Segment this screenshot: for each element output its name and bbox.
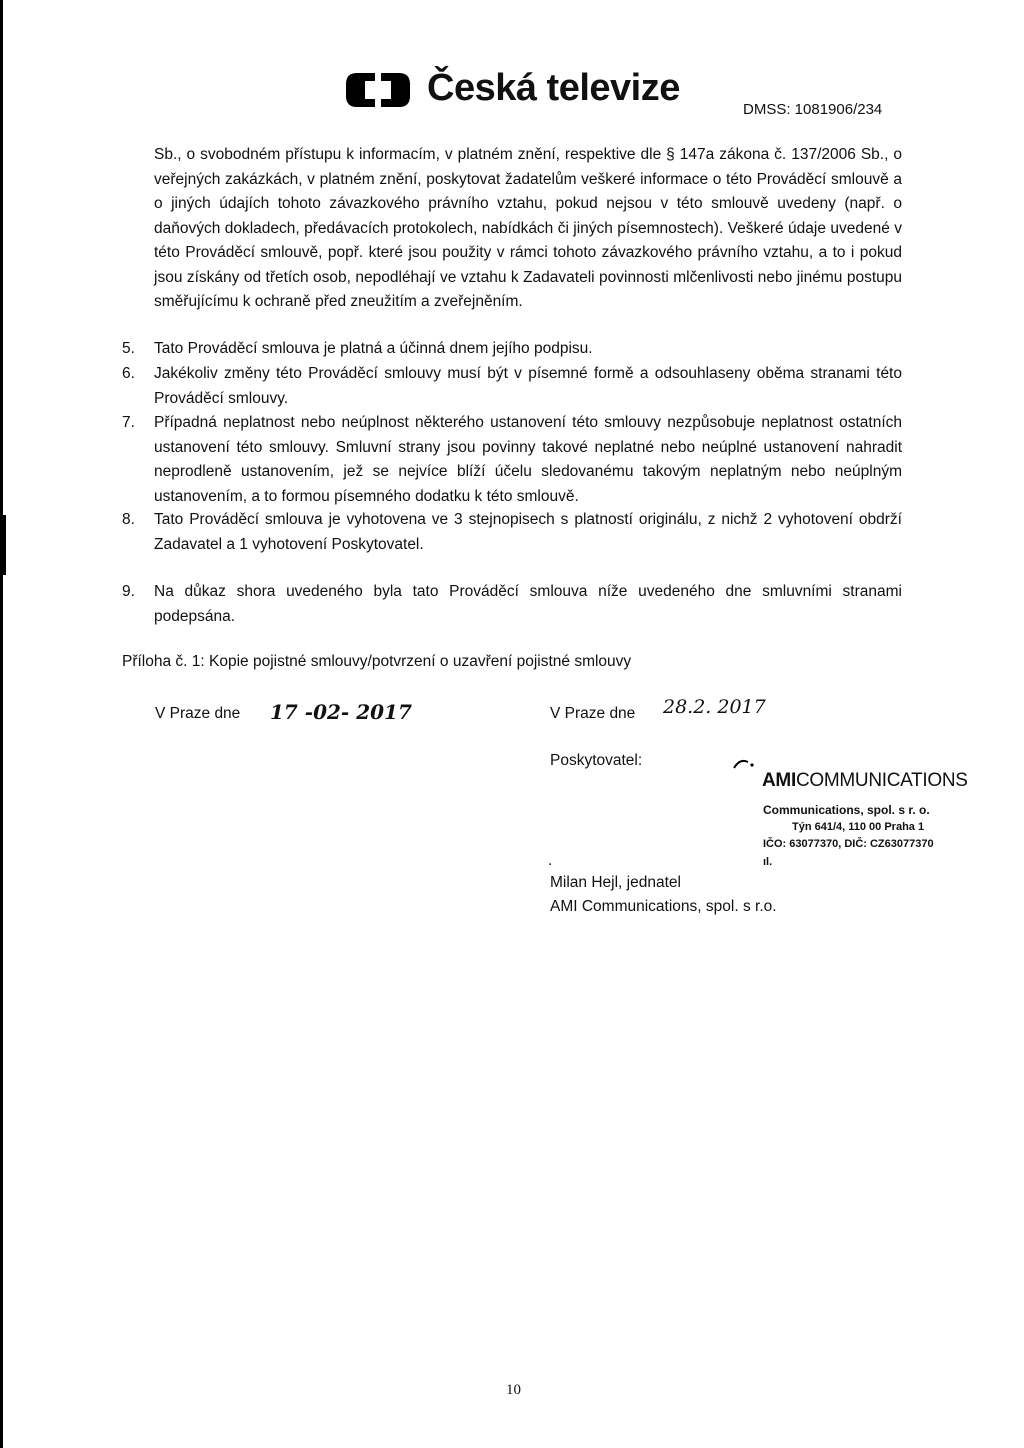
attachment-note: Příloha č. 1: Kopie pojistné smlouvy/potvrzení o uzavření pojistné smlouvy	[122, 653, 632, 670]
handwritten-date-right: 28.2. 2017	[663, 696, 766, 718]
item-number: 9.	[122, 583, 135, 600]
ct-logo-icon	[343, 70, 413, 110]
item-text: Tato Prováděcí smlouva je vyhotovena ve 3 stejnopisech s platností originálu, z nichž 2 vyhotovení obdrží Zadavatel a 1 vyhotovení Poskytovatel.	[154, 511, 902, 553]
left-scan-edge	[0, 0, 3, 1448]
paragraph-continued: Sb., o svobodném přístupu k informacím, v platném znění, respektive dle § 147a zákona č. 137/2006 Sb., o veřejných zakázkách, v platném znění, poskytovat žadatelům veškeré informace o této Prováděcí smlouvě a o jiných údajích tohoto závazkového právního vztahu, pokud nejsou v této smlouvě uvedeny (např. o daňových dokladech, předávacích protokolech, nabídkách či jiných písemnostech). Veškeré údaje uvedené v této Prováděcí smlouvě, popř. které jsou použity v rámci tohoto závazkového právního vztahu, a to i pokud jsou získány od třetích osob, nepodléhají ve vztahu k Zadavateli povinnosti mlčenlivosti nebo jinému postupu směřujícímu k ochraně před zneužitím a zveřejněním.	[154, 146, 902, 310]
page-number: 10	[506, 1382, 521, 1398]
signer-company: AMI Communications, spol. s r.o.	[550, 898, 777, 915]
item-number: 7.	[122, 414, 135, 431]
left-scan-mark	[3, 515, 6, 575]
item-number: 5.	[122, 340, 135, 357]
item-text: Tato Prováděcí smlouva je platná a účinná dnem jejího podpisu.	[154, 340, 593, 357]
stamp-brand-bold: AMI	[762, 770, 796, 791]
item-text: Jakékoliv změny této Prováděcí smlouvy musí být v písemné formě a odsouhlaseny oběma stranami této Prováděcí smlouvy.	[154, 365, 902, 407]
document-id: DMSS: 1081906/234	[743, 101, 883, 118]
item-number: 6.	[122, 365, 135, 382]
item-number: 8.	[122, 511, 135, 528]
provider-label: Poskytovatel:	[550, 752, 643, 769]
stamp-address-line: Týn 641/4, 110 00 Praha 1	[792, 821, 925, 833]
stamp-ids-line: IČO: 63077370, DIČ: CZ63077370	[763, 838, 934, 850]
item-text: Případná neplatnost nebo neúplnost některého ustanovení této smlouvy nezpůsobuje neplatnost ostatních ustanovení této smlouvy. Smluvní strany jsou povinny takové neplatné nebo neúplné ustanovení nahradit neprodleně ustanovením, jež se nejvíce blíží účelu sledovanému takovým neplatným nebo neúplným ustanovením, a to formou písemného dodatku k této smlouvě.	[154, 414, 902, 505]
signature-place-left: V Praze dne	[155, 705, 241, 722]
stamp-brand-rest: COMMUNICATIONS	[795, 770, 968, 791]
stamp-company-line: Communications, spol. s r. o.	[763, 803, 930, 817]
stamp-brand	[762, 770, 968, 792]
item-text: Na důkaz shora uvedeného byla tato Prováděcí smlouva níže uvedeného dne smluvními stranami podepsána.	[154, 583, 902, 625]
stamp-swoosh-icon	[732, 758, 756, 770]
signature-place-right: V Praze dne	[550, 705, 636, 722]
stamp-fragment-line: ıl.	[763, 856, 773, 868]
brand-name: Česká televize	[427, 67, 680, 109]
signature-dot: .	[548, 852, 553, 869]
handwritten-date-left: 17 -02- 2017	[270, 700, 412, 724]
signer-name: Milan Hejl, jednatel	[550, 874, 681, 891]
